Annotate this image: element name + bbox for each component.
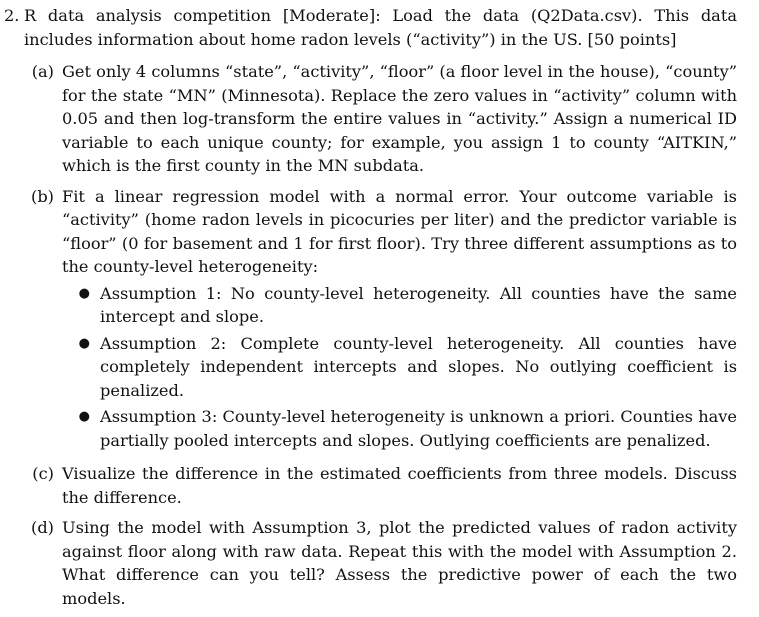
assumption-text: Assumption 2: Complete county-level heterogeneity. All counties have completely independent intercepts and slopes. No outlying coefficient is penalized. bbox=[100, 333, 737, 400]
part-text: Using the model with Assumption 3, plot the predicted values of radon activity against floor along with raw data. Repeat this with the model with Assumption 2. What difference can you tell? Assess the predictive power of each the two models. bbox=[62, 518, 737, 608]
part-text: Get only 4 columns “state”, “activity”, “floor” (a floor level in the house), “county” for the state “MN” (Minnesota). Replace the zero values in “activity” column with 0.05 and then log-transform the entire values in “activity.” Assign a numerical ID variable to each unique county; for example, you assign 1 to county “AITKIN,” which is the first county in the MN subdata. bbox=[62, 62, 737, 175]
bullet-icon: ● bbox=[78, 285, 90, 301]
part-label: (b) bbox=[31, 186, 54, 206]
part-b-content bbox=[62, 185, 737, 456]
assumption-item bbox=[62, 282, 737, 329]
part-a bbox=[24, 60, 737, 178]
part-label: (c) bbox=[32, 464, 54, 483]
problem-parts bbox=[24, 60, 737, 610]
part-text: Visualize the difference in the estimated coefficients from three models. Discuss the difference. bbox=[62, 464, 737, 507]
bullet-icon: ● bbox=[78, 409, 90, 424]
part-text: Fit a linear regression model with a normal error. Your outcome variable is “activity” (home radon levels in picocuries per liter) and the predictor variable is “floor” (0 for basement and 1 for first floor). Try three different assumptions as to the county-level heterogeneity: bbox=[62, 186, 737, 276]
assumption-text: Assumption 1: No county-level heterogeneity. All counties have the same intercept and slope. bbox=[100, 283, 737, 326]
assumption-item bbox=[62, 405, 737, 452]
problem-body bbox=[24, 4, 737, 617]
problem-2 bbox=[4, 4, 737, 617]
part-c bbox=[24, 462, 737, 509]
assumption-text: Assumption 3: County-level heterogeneity is unknown a priori. Counties have partially pooled intercepts and slopes. Outlying coefficients are penalized. bbox=[100, 407, 737, 450]
assumption-list bbox=[62, 282, 737, 453]
part-d bbox=[24, 516, 737, 610]
bullet-icon: ● bbox=[78, 335, 90, 351]
part-label: (a) bbox=[31, 62, 54, 81]
part-b bbox=[24, 185, 737, 456]
assumption-item bbox=[62, 332, 737, 403]
part-label: (d) bbox=[31, 518, 54, 537]
problem-intro: R data analysis competition [Moderate]: Load the data (Q2Data.csv). This data includes information about home radon levels (“activity”) in the US. [50 points] bbox=[24, 6, 737, 49]
problem-number: 2. bbox=[4, 6, 20, 25]
